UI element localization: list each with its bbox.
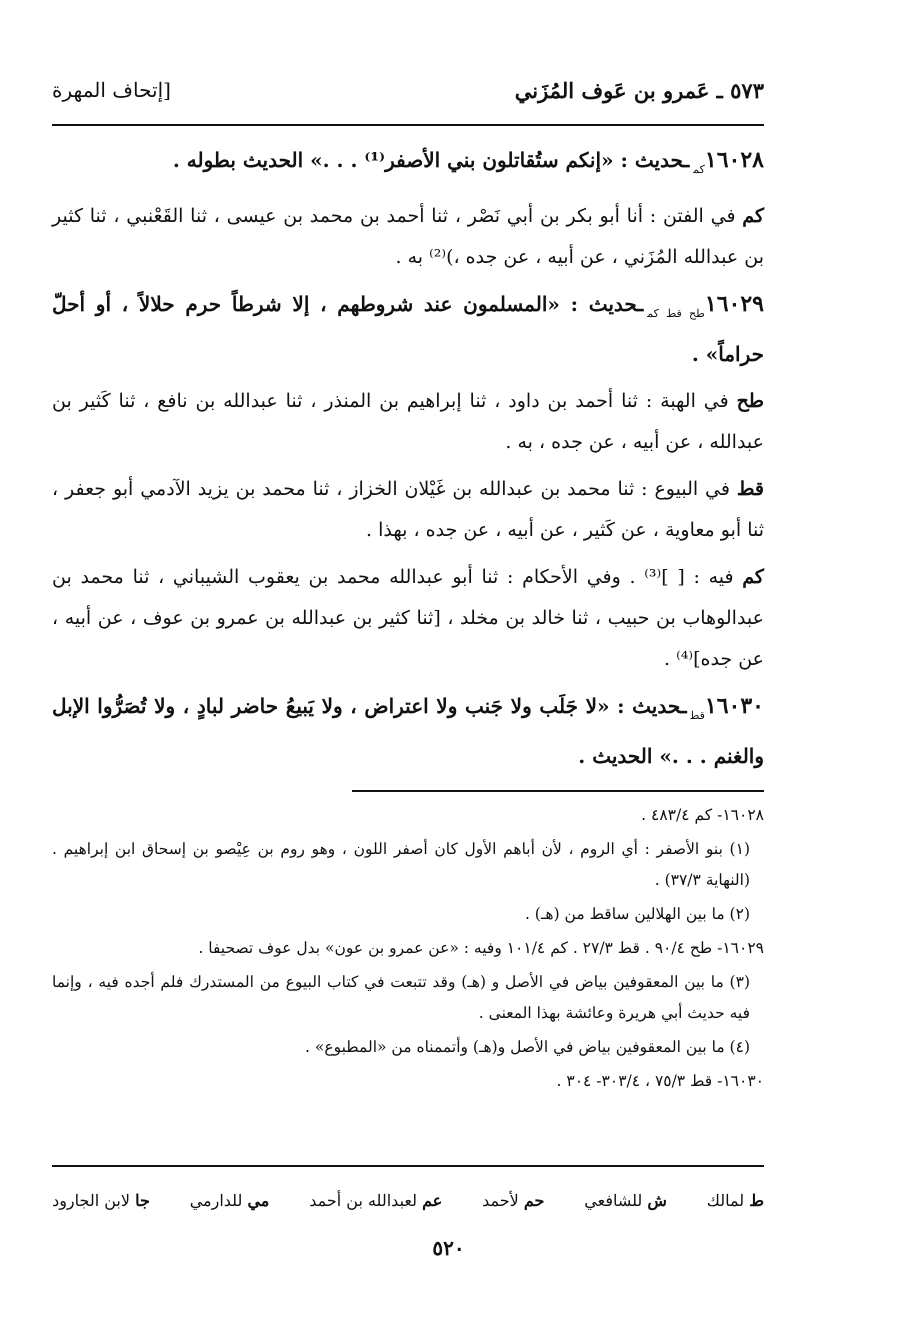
header-rule [52, 124, 764, 126]
footnote: ١٦٠٢٩- طح ٩٠/٤ . قط ٢٧/٣ . كم ١٠١/٤ وفيه : «عن عمرو بن عون» بدل عوف تصحيفا . [198, 939, 764, 957]
page-number: ٥٢٠ [432, 1236, 465, 1260]
legend-label: لمالك [706, 1190, 750, 1210]
source-siglum: كم [742, 566, 764, 588]
hadith-sigla: قط [690, 709, 705, 722]
legend-abbr: حم [523, 1190, 545, 1210]
legend-item [309, 1191, 442, 1210]
legend-item [52, 1191, 150, 1210]
legend-item [190, 1191, 270, 1210]
source-siglum: طح [736, 390, 764, 412]
isnad-text: في الفتن : أنا أبو بكر بن أبي نَصْر ، ثنا أحمد بن محمد بن عيسى ، ثنا القَعْنبي ، ثنا كثير بن عبدالله المُزَني ، عن أبيه ، عن جده ،)⁽²⁾ به . [52, 205, 764, 268]
hadith-sigla: طح قط كم [647, 307, 705, 320]
isnad-paragraph [52, 381, 764, 463]
footnote: (١) بنو الأصفر : أي الروم ، لأن أباهم الأول كان أصفر اللون ، وهو روم بن عِيْصو بن إسحاق ابن إبراهيم . (النهاية ٣٧/٣) . [52, 840, 751, 889]
source-siglum: قط [736, 478, 764, 500]
page-header [52, 70, 764, 120]
isnad-paragraph [52, 557, 764, 680]
footnote: ١٦٠٢٨- كم ٤٨٣/٤ . [641, 806, 764, 824]
legend-label: لأحمد [482, 1190, 524, 1210]
isnad-text: فيه : [ ]⁽³⁾ . وفي الأحكام : ثنا أبو عبدالله محمد بن يعقوب الشيباني ، ثنا محمد بن عبدالوهاب بن حبيب ، ثنا خالد بن مخلد ، [ثنا كثير بن عبدالله بن عمرو بن عوف ، عن أبيه ، عن جده]⁽⁴⁾ . [52, 566, 764, 670]
footer-rule [52, 1165, 764, 1167]
isnad-paragraph [52, 196, 764, 278]
legend-abbr: ط [749, 1190, 764, 1210]
legend-abbr: ش [647, 1190, 667, 1210]
footnotes [52, 800, 764, 1100]
legend-label: لعبدالله بن أحمد [309, 1190, 423, 1210]
source-siglum: كم [742, 205, 764, 227]
book-title: [إتحاف المهرة [52, 78, 171, 102]
isnad-text: في البيوع : ثنا محمد بن عبدالله بن غَيْلان الخزاز ، ثنا محمد بن يزيد الآدمي أبو جعفر ، ثنا أبو معاوية ، عن كَثير ، عن أبيه ، عن جده ، بهذا . [52, 478, 764, 541]
hadith-text: ـحديث : «لا جَلَب ولا جَنب ولا اعتراض ، ولا يَبيعُ حاضر لبادٍ ، ولا تُصَرُّوا الإبل والغنم . . .» الحديث . [52, 694, 764, 768]
hadith-number: ١٦٠٢٩ [704, 291, 764, 317]
legend-label: لابن الجارود [52, 1190, 136, 1210]
hadith-number: ١٦٠٣٠ [704, 693, 764, 719]
legend-item [482, 1191, 544, 1210]
hadith-text: ـحديث : «إنكم ستُقاتلون بني الأصفر⁽¹⁾ . . .» الحديث بطوله . [172, 148, 690, 172]
footnote: (٣) ما بين المعقوفين بياض في الأصل و (هـ) وقد تتبعت في كتاب البيوع من المستدرك فلم أجده فيه ، وإنما فيه حديث أبي هريرة وعائشة بهذا المعنى . [52, 973, 750, 1022]
legend-label: للدارمي [189, 1190, 248, 1210]
legend-abbr: مي [247, 1190, 270, 1210]
hadith-text: ـحديث : «المسلمون عند شروطهم ، إلا شرطاً حرم حلالاً ، أو أحلّ حراماً» . [52, 292, 764, 366]
hadith-sigla: كم [693, 163, 705, 176]
sigla-legend [52, 1180, 764, 1220]
legend-item [584, 1191, 667, 1210]
isnad-text: في الهبة : ثنا أحمد بن داود ، ثنا إبراهيم بن المنذر ، ثنا عبدالله بن نافع ، ثنا كَثير بن عبدالله ، عن أبيه ، عن جده ، به . [52, 390, 764, 453]
isnad-paragraph [52, 469, 764, 551]
main-text [52, 140, 764, 783]
footnote: (٤) ما بين المعقوفين بياض في الأصل و(هـ) وأتممناه من «المطبوع» . [305, 1038, 750, 1056]
hadith-entry [52, 686, 764, 777]
legend-abbr: جا [135, 1190, 150, 1210]
legend-label: للشافعي [584, 1190, 648, 1210]
legend-item [707, 1191, 764, 1210]
legend-abbr: عم [422, 1190, 443, 1210]
running-title: ٥٧٣ ـ عَمرو بن عَوف المُزَني [514, 78, 764, 103]
hadith-number: ١٦٠٢٨ [704, 147, 764, 173]
footnote-rule [352, 790, 764, 792]
hadith-entry [52, 284, 764, 375]
footnote: ١٦٠٣٠- قط ٧٥/٣ ، ٣٠٣/٤- ٣٠٤ . [556, 1072, 764, 1090]
footnote: (٢) ما بين الهلالين ساقط من (هـ) . [524, 905, 750, 923]
hadith-entry [52, 140, 764, 190]
